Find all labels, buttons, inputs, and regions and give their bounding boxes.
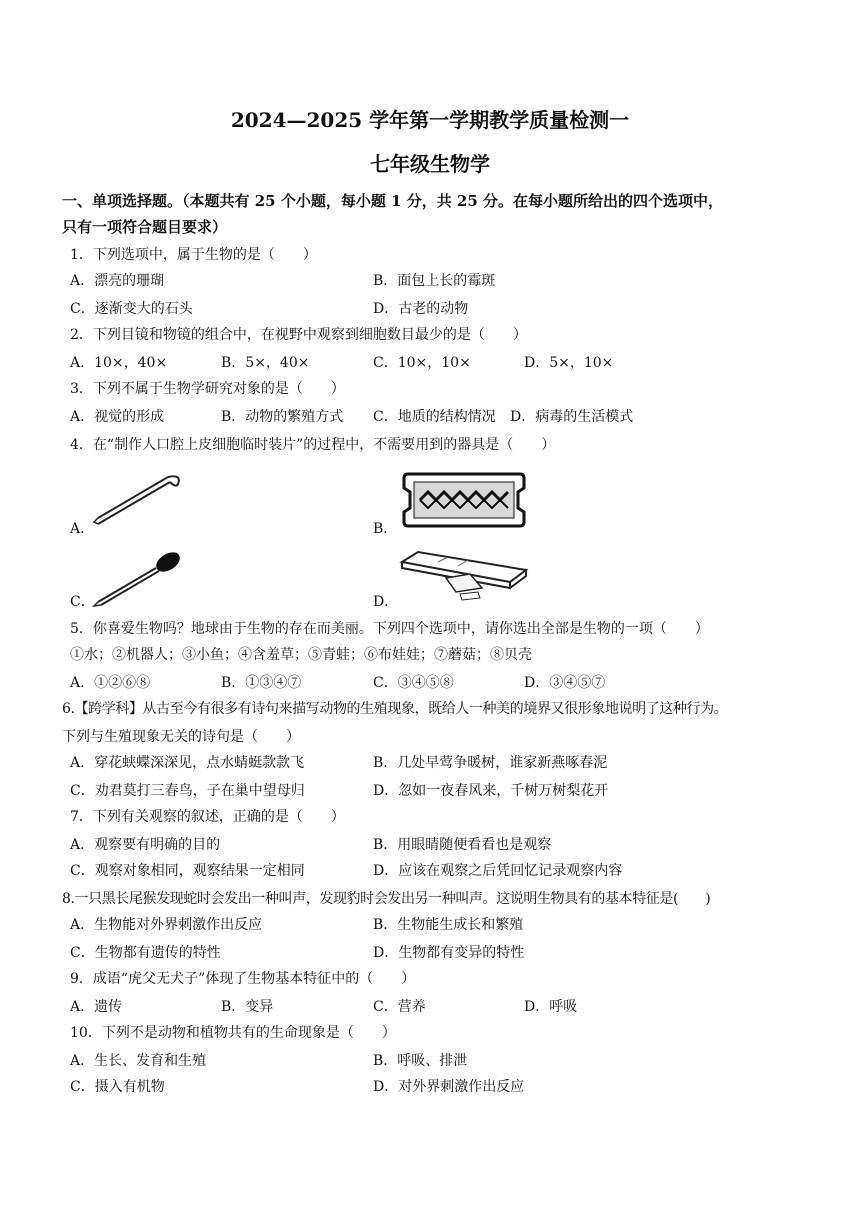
tweezers-icon: [92, 470, 184, 530]
question-7-stem: 7．下列有关观察的叙述，正确的是（ ）: [70, 809, 345, 825]
question-1-option-d: D．古老的动物: [373, 301, 469, 317]
question-2-option-d: D．5×，10×: [524, 355, 614, 371]
question-9-option-a: A．遗传: [70, 999, 123, 1015]
question-7-option-b: B．用眼睛随便看看也是观察: [373, 837, 552, 853]
question-9-option-c: C．营养: [373, 999, 426, 1015]
question-10-option-a: A．生长、发育和生殖: [70, 1053, 207, 1069]
question-3-option-b: B．动物的繁殖方式: [221, 409, 344, 425]
question-5-items: ①水；②机器人；③小鱼；④含羞草；⑤青蛙；⑥布娃娃；⑦蘑菇；⑧贝壳: [70, 647, 532, 663]
question-2-stem: 2．下列目镜和物镜的组合中，在视野中观察到细胞数目最少的是（ ）: [70, 327, 527, 343]
question-8-option-a: A．生物能对外界刺激作出反应: [70, 917, 263, 933]
question-2-option-c: C．10×，10×: [373, 355, 471, 371]
question-5-option-c: C．③④⑤⑧: [373, 675, 454, 691]
exam-title: 2024—2025 学年第一学期教学质量检测一: [230, 108, 630, 132]
section-heading-line2: 只有一项符合题目要求）: [62, 218, 228, 236]
question-10-stem: 10．下列不是动物和植物共有的生命现象是（ ）: [70, 1025, 396, 1041]
question-7-option-c: C．观察对象相同，观察结果一定相同: [70, 863, 305, 879]
question-6-option-d: D．忽如一夜春风来，千树万树梨花开: [373, 783, 609, 799]
section-heading-line1: 一、单项选择题。（本题共有 25 个小题，每小题 1 分，共 25 分。在每小题所给出的四个选项中，: [62, 192, 724, 210]
question-10-option-c: C．摄入有机物: [70, 1079, 165, 1095]
question-4-option-a: A．: [70, 521, 95, 537]
question-5-option-d: D．③④⑤⑦: [524, 675, 606, 691]
question-4-option-c: C．: [70, 594, 95, 610]
question-1-stem: 1．下列选项中，属于生物的是（ ）: [70, 247, 317, 263]
question-3-stem: 3．下列不属于生物学研究对象的是（ ）: [70, 381, 345, 397]
question-1-option-a: A．漂亮的珊瑚: [70, 273, 165, 289]
question-4-option-b: B．: [373, 521, 398, 537]
question-8-stem: 8.一只黑长尾猴发现蛇时会发出一种叫声，发现豹时会发出另一种叫声。这说明生物具有的基本特征是( ): [62, 891, 711, 907]
question-10-option-b: B．呼吸、排泄: [373, 1053, 468, 1069]
question-3-option-a: A．视觉的形成: [70, 409, 165, 425]
question-6-stem: 6.【跨学科】从古至今有很多有诗句来描写动物的生殖现象，既给人一种美的境界又很形象地说明了这种行为。: [62, 701, 728, 717]
question-4-stem: 4．在“制作人口腔上皮细胞临时装片”的过程中，不需要用到的器具是（ ）: [70, 437, 556, 453]
glass-slide-icon: [398, 548, 530, 604]
question-5-option-b: B．①③④⑦: [221, 675, 302, 691]
question-6-option-b: B．几处早莺争暖树，谁家新燕啄春泥: [373, 755, 608, 771]
question-3-option-d: D．病毒的生活模式: [510, 409, 634, 425]
question-6-option-a: A．穿花蛱蝶深深见，点水蜻蜓款款飞: [70, 755, 305, 771]
question-9-stem: 9．成语“虎父无犬子”体现了生物基本特征中的（ ）: [70, 971, 416, 987]
question-10-option-d: D．对外界刺激作出反应: [373, 1079, 525, 1095]
question-2-option-a: A．10×，40×: [70, 355, 168, 371]
question-2-option-b: B．5×，40×: [221, 355, 310, 371]
question-1-option-c: C．逐渐变大的石头: [70, 301, 193, 317]
question-5-stem: 5．你喜爱生物吗？地球由于生物的存在而美丽。下列四个选项中，请你选出全部是生物的一项（ ）: [70, 621, 709, 637]
exam-subtitle: 七年级生物学: [370, 152, 490, 176]
question-8-option-c: C．生物都有遗传的特性: [70, 945, 221, 961]
question-7-option-d: D．应该在观察之后凭回忆记录观察内容: [373, 863, 623, 879]
question-8-option-d: D．生物都有变异的特性: [373, 945, 525, 961]
question-6-stem-line2: 下列与生殖现象无关的诗句是（ ）: [62, 729, 300, 745]
question-4-option-d: D．: [373, 594, 399, 610]
question-1-option-b: B．面包上长的霉斑: [373, 273, 496, 289]
razor-blade-icon: [400, 470, 528, 530]
question-5-option-a: A．①②⑥⑧: [70, 675, 151, 691]
question-6-option-c: C．劝君莫打三春鸟，子在巢中望母归: [70, 783, 305, 799]
question-3-option-c: C．地质的结构情况: [373, 409, 496, 425]
question-8-option-b: B．生物能生成长和繁殖: [373, 917, 524, 933]
dropper-icon: [92, 548, 184, 608]
question-7-option-a: A．观察要有明确的目的: [70, 837, 221, 853]
question-9-option-d: D．呼吸: [524, 999, 578, 1015]
question-9-option-b: B．变异: [221, 999, 274, 1015]
